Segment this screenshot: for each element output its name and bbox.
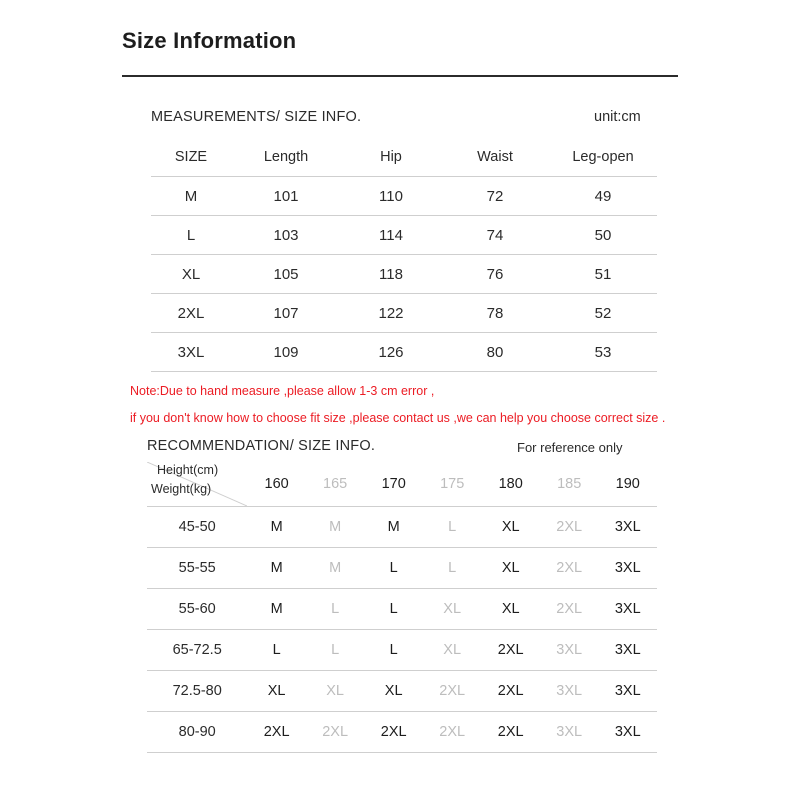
recommended-size-cell: XL (481, 548, 540, 589)
table-row (151, 177, 657, 216)
table-row (151, 216, 657, 255)
recommended-size-cell: L (364, 589, 423, 630)
recommendation-heading: RECOMMENDATION/ SIZE INFO. (147, 438, 376, 454)
measurement-cell: 51 (549, 255, 657, 294)
note-line-2: if you don't know how to choose fit size ,please contact us ,we can help you choose correct size . (130, 411, 666, 425)
measurement-cell: 74 (441, 216, 549, 255)
recommended-size-cell: M (247, 507, 306, 548)
measurement-cell: 101 (231, 177, 341, 216)
unit-label: unit:cm (594, 109, 641, 125)
table-row (147, 548, 657, 589)
height-column-header: 190 (598, 462, 657, 507)
table-row (147, 671, 657, 712)
recommended-size-cell: 2XL (247, 712, 306, 753)
height-column-header: 185 (540, 462, 599, 507)
table-row (151, 294, 657, 333)
measurements-column-header: Hip (341, 138, 441, 177)
table-row (151, 333, 657, 372)
size-label-cell: M (151, 177, 231, 216)
measurements-table (151, 138, 657, 372)
table-row (147, 589, 657, 630)
height-weight-corner-cell (147, 462, 247, 507)
recommended-size-cell: L (306, 589, 365, 630)
measurement-cell: 72 (441, 177, 549, 216)
recommended-size-cell: M (247, 589, 306, 630)
recommended-size-cell: 3XL (598, 548, 657, 589)
recommended-size-cell: 3XL (540, 712, 599, 753)
weight-range-cell: 72.5-80 (147, 671, 247, 712)
size-label-cell: 3XL (151, 333, 231, 372)
measurements-column-header: Length (231, 138, 341, 177)
measurement-cell: 114 (341, 216, 441, 255)
recommended-size-cell: 3XL (598, 507, 657, 548)
recommended-size-cell: XL (481, 589, 540, 630)
measurements-header-row (151, 138, 657, 177)
weight-range-cell: 55-60 (147, 589, 247, 630)
recommended-size-cell: M (247, 548, 306, 589)
recommended-size-cell: L (364, 548, 423, 589)
measurement-cell: 52 (549, 294, 657, 333)
measurement-cell: 126 (341, 333, 441, 372)
recommended-size-cell: 2XL (364, 712, 423, 753)
measurement-cell: 80 (441, 333, 549, 372)
weight-range-cell: 45-50 (147, 507, 247, 548)
measurements-column-header: Leg-open (549, 138, 657, 177)
measurements-heading: MEASUREMENTS/ SIZE INFO. (151, 109, 362, 125)
recommended-size-cell: L (247, 630, 306, 671)
recommended-size-cell: XL (423, 630, 482, 671)
recommended-size-cell: 3XL (540, 671, 599, 712)
page-title: Size Information (122, 28, 297, 53)
recommended-size-cell: M (306, 507, 365, 548)
recommended-size-cell: XL (481, 507, 540, 548)
recommended-size-cell: 3XL (598, 630, 657, 671)
measurement-cell: 122 (341, 294, 441, 333)
height-axis-label: Height(cm) (157, 463, 219, 477)
measurement-cell: 110 (341, 177, 441, 216)
recommended-size-cell: XL (247, 671, 306, 712)
recommended-size-cell: 2XL (540, 507, 599, 548)
measurements-column-header: SIZE (151, 138, 231, 177)
recommendation-header-row (147, 462, 657, 507)
recommendation-table (147, 462, 657, 753)
table-row (151, 255, 657, 294)
recommended-size-cell: 2XL (481, 671, 540, 712)
recommended-size-cell: XL (306, 671, 365, 712)
recommended-size-cell: 3XL (598, 671, 657, 712)
weight-range-cell: 80-90 (147, 712, 247, 753)
title-divider (122, 75, 678, 77)
recommended-size-cell: M (306, 548, 365, 589)
recommended-size-cell: 3XL (598, 712, 657, 753)
measurement-cell: 109 (231, 333, 341, 372)
measurements-column-header: Waist (441, 138, 549, 177)
recommended-size-cell: L (306, 630, 365, 671)
table-row (147, 507, 657, 548)
height-column-header: 175 (423, 462, 482, 507)
measurement-cell: 49 (549, 177, 657, 216)
recommended-size-cell: 2XL (481, 630, 540, 671)
recommended-size-cell: L (423, 507, 482, 548)
weight-range-cell: 65-72.5 (147, 630, 247, 671)
reference-note: For reference only (517, 440, 623, 455)
recommended-size-cell: 2XL (306, 712, 365, 753)
recommended-size-cell: 2XL (540, 548, 599, 589)
measurement-cell: 50 (549, 216, 657, 255)
table-row (147, 712, 657, 753)
weight-range-cell: 55-55 (147, 548, 247, 589)
recommended-size-cell: 3XL (540, 630, 599, 671)
measurement-cell: 78 (441, 294, 549, 333)
height-column-header: 160 (247, 462, 306, 507)
table-row (147, 630, 657, 671)
weight-axis-label: Weight(kg) (151, 482, 212, 496)
recommended-size-cell: 2XL (423, 671, 482, 712)
measurement-cell: 107 (231, 294, 341, 333)
size-label-cell: XL (151, 255, 231, 294)
size-label-cell: 2XL (151, 294, 231, 333)
recommended-size-cell: L (423, 548, 482, 589)
recommended-size-cell: XL (423, 589, 482, 630)
measurement-cell: 76 (441, 255, 549, 294)
recommended-size-cell: 2XL (481, 712, 540, 753)
recommended-size-cell: M (364, 507, 423, 548)
size-label-cell: L (151, 216, 231, 255)
recommended-size-cell: L (364, 630, 423, 671)
measurement-cell: 53 (549, 333, 657, 372)
measurement-cell: 103 (231, 216, 341, 255)
measurement-cell: 118 (341, 255, 441, 294)
note-line-1: Note:Due to hand measure ,please allow 1-3 cm error , (130, 384, 435, 398)
recommended-size-cell: 3XL (598, 589, 657, 630)
recommended-size-cell: 2XL (540, 589, 599, 630)
recommended-size-cell: XL (364, 671, 423, 712)
recommended-size-cell: 2XL (423, 712, 482, 753)
height-column-header: 165 (306, 462, 365, 507)
measurement-cell: 105 (231, 255, 341, 294)
height-column-header: 170 (364, 462, 423, 507)
height-column-header: 180 (481, 462, 540, 507)
